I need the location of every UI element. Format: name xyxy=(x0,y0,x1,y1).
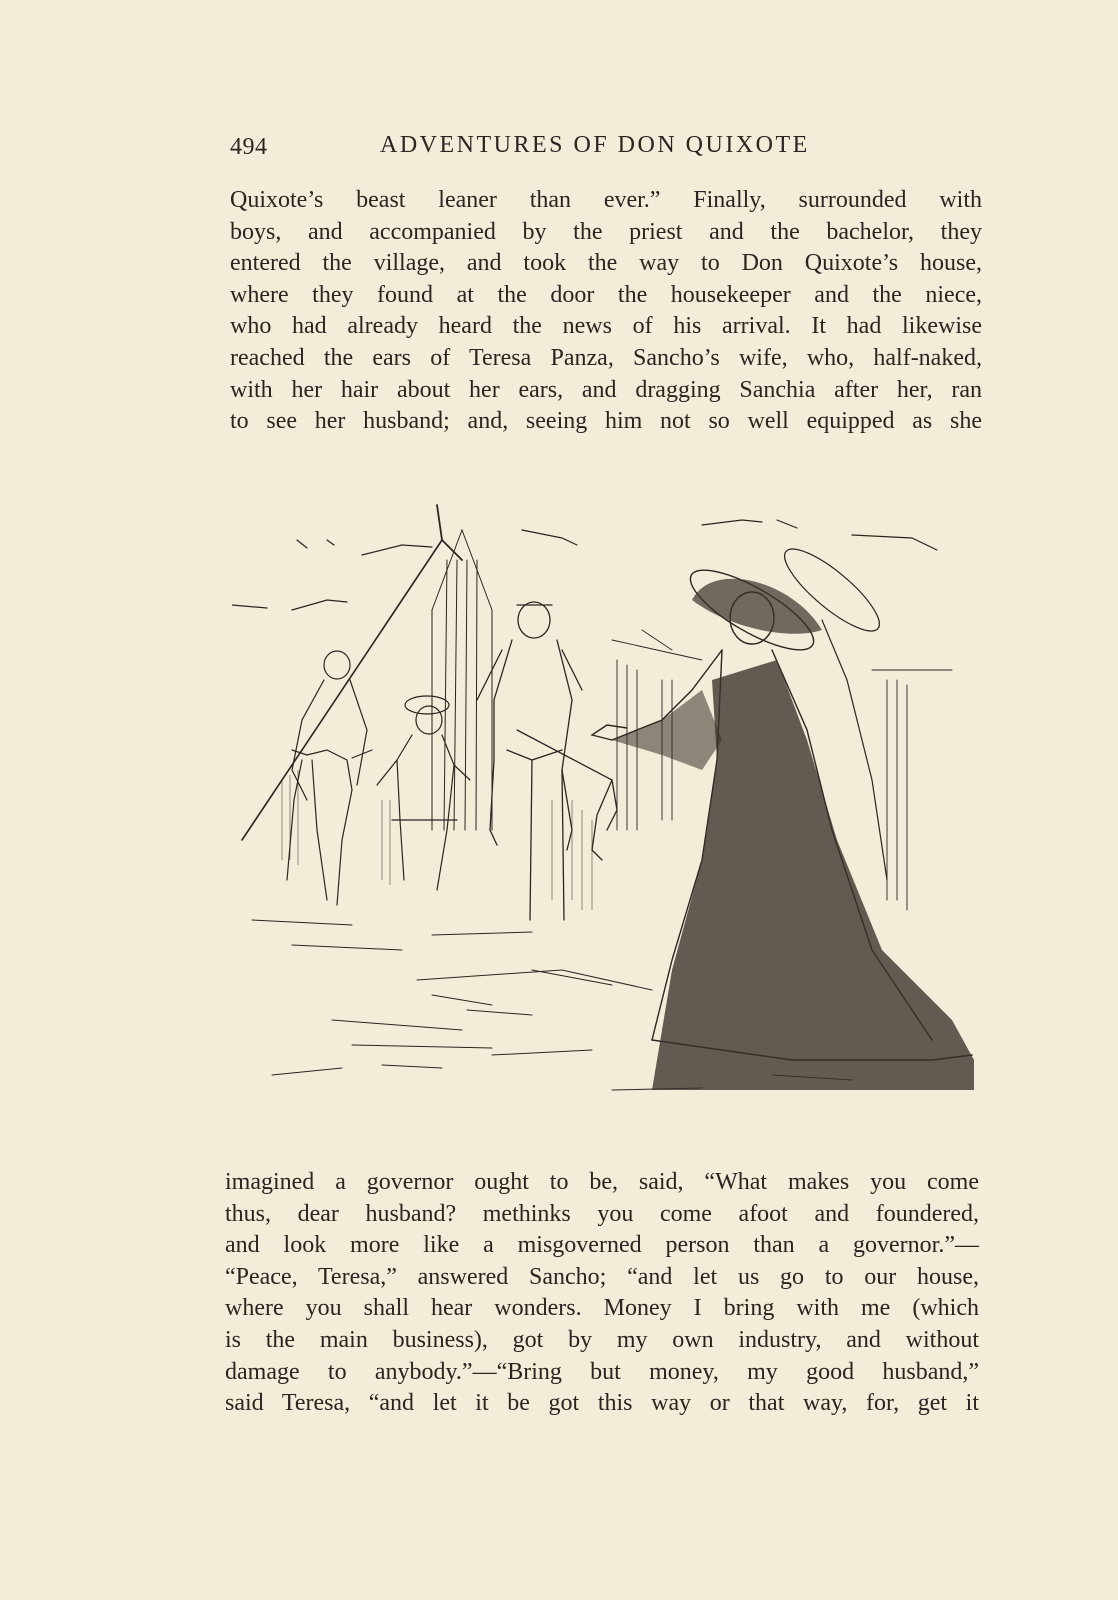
text-line: said Teresa, “and let it be got this way or that way, for, get it xyxy=(225,1390,979,1417)
text-line: imagined a governor ought to be, said, “What makes you come xyxy=(225,1169,979,1195)
text-line: damage to anybody.”—“Bring but money, my good husband,” xyxy=(225,1358,979,1385)
text-line: and look more like a misgoverned person than a governor.”— xyxy=(225,1232,979,1259)
engraving-drawing xyxy=(232,500,974,1120)
engraving-illustration xyxy=(232,500,974,1120)
sleeve-shading xyxy=(612,690,722,770)
running-title: ADVENTURES OF DON QUIXOTE xyxy=(380,132,810,158)
text-line: boys, and accompanied by the priest and the bachelor, they xyxy=(230,218,982,245)
text-line: is the main business), got by my own industry, and without xyxy=(225,1326,979,1353)
text-line: Quixote’s beast leaner than ever.” Finally, surrounded with xyxy=(230,187,982,213)
page-number: 494 xyxy=(230,134,268,160)
text-line: thus, dear husband? methinks you come afoot and foundered, xyxy=(225,1200,979,1227)
text-line: reached the ears of Teresa Panza, Sancho’s wife, who, half-naked, xyxy=(230,344,982,371)
text-line: where they found at the door the housekeeper and the niece, xyxy=(230,281,982,308)
text-line: to see her husband; and, seeing him not so well equipped as she xyxy=(230,408,982,435)
text-line: entered the village, and took the way to Don Quixote’s house, xyxy=(230,250,982,277)
text-line: with her hair about her ears, and dragging Sanchia after her, ran xyxy=(230,376,982,403)
page-header xyxy=(230,132,982,166)
text-line: “Peace, Teresa,” answered Sancho; “and let us go to our house, xyxy=(225,1263,979,1290)
text-line: where you shall hear wonders. Money I bring with me (which xyxy=(225,1295,979,1322)
text-block-bottom xyxy=(225,1167,979,1420)
text-line: who had already heard the news of his arrival. It had likewise xyxy=(230,313,982,340)
text-block-top xyxy=(230,185,982,438)
